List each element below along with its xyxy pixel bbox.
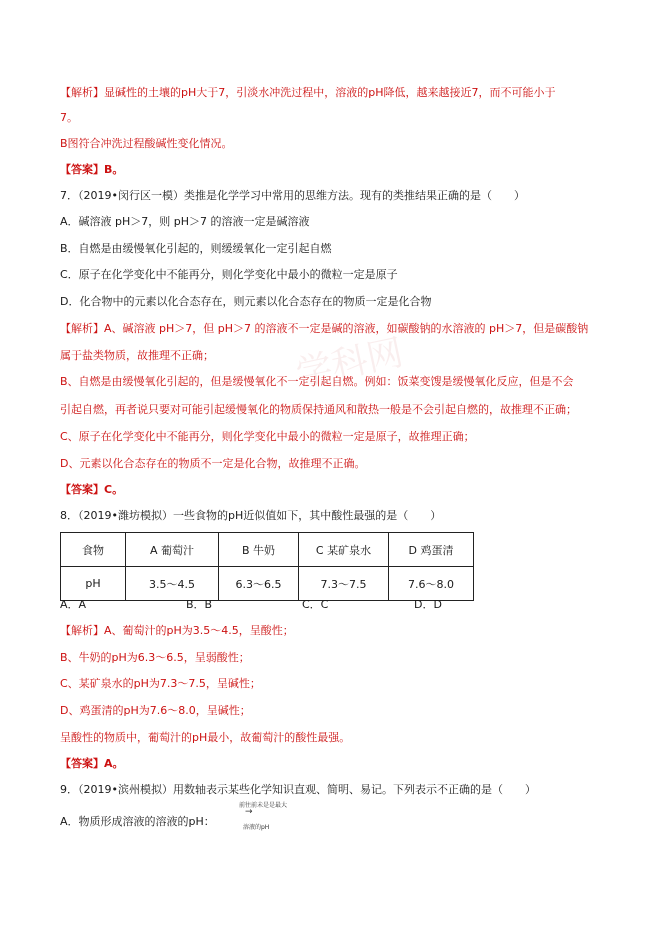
table-cell: 3.5～4.5: [126, 567, 219, 601]
table-cell: D 鸡蛋清: [389, 533, 474, 567]
analysis-line: 7。: [60, 111, 78, 124]
table-cell: 7.6～8.0: [389, 567, 474, 601]
table-cell: B 牛奶: [219, 533, 299, 567]
analysis-line: 呈酸性的物质中，葡萄汁的pH最小，故葡萄汁的酸性最强。: [60, 731, 351, 744]
analysis-line: C、某矿泉水的pH为7.3～7.5，呈碱性；: [60, 677, 261, 690]
table-cell: A 葡萄汁: [126, 533, 219, 567]
question-9-option-a: A．物质形成溶液的溶液的pH：: [60, 815, 215, 828]
analysis-line: 引起自燃，再者说只要对可能引起缓慢氧化的物质保持通风和散热一般是不会引起自燃的，故推理不正确；: [60, 403, 577, 416]
figure-bottom-label: 溶液的pH: [243, 824, 270, 831]
question-7-option-d: D．化合物中的元素以化合态存在，则元素以化合态存在的物质一定是化合物: [60, 295, 432, 308]
question-8-stem: 8．（2019•潍坊模拟）一些食物的pH近似值如下，其中酸性最强的是（ ）: [60, 509, 442, 522]
figure-top-label: 前往前未是是最大: [239, 802, 288, 809]
question-7-stem: 7．（2019•闵行区一模）类推是化学学习中常用的思维方法。现有的类推结果正确的是（ ）: [60, 189, 525, 202]
analysis-line: 【解析】A、碱溶液 pH＞7，但 pH＞7 的溶液不一定是碱的溶液，如碳酸钠的水溶液的 pH＞7，但是碳酸钠: [60, 322, 589, 335]
table-row: [61, 567, 474, 601]
arrow-icon: →: [245, 807, 253, 817]
question-8-option-c: C．C: [302, 598, 329, 611]
watermark-text: 学科网: [292, 332, 407, 395]
analysis-line: D、鸡蛋清的pH为7.6～8.0，呈碱性；: [60, 704, 251, 717]
table-cell: 7.3～7.5: [299, 567, 389, 601]
analysis-line: B、自燃是由缓慢氧化引起的，但是缓慢氧化不一定引起自燃。例如：饭菜变馊是缓慢氧化反应，但是不会: [60, 375, 574, 388]
question-8-option-b: B．B: [186, 598, 213, 611]
ph-table: [60, 532, 474, 601]
analysis-line: C、原子在化学变化中不能再分，则化学变化中最小的微粒一定是原子，故推理正确；: [60, 430, 475, 443]
table-cell: 食物: [61, 533, 126, 567]
table-row: [61, 533, 474, 567]
question-7-option-c: C．原子在化学变化中不能再分，则化学变化中最小的微粒一定是原子: [60, 268, 398, 281]
analysis-line: 【解析】显碱性的土壤的pH大于7，引淡水冲洗过程中，溶液的pH降低，越来越接近7，而不可能小于: [60, 86, 556, 99]
question-8-option-a: A．A: [60, 598, 87, 611]
watermark-logo: [200, 325, 500, 405]
answer-line: 【答案】C。: [60, 483, 124, 496]
table-cell: pH: [61, 567, 126, 601]
question-8-option-d: D．D: [414, 598, 442, 611]
answer-line: 【答案】B。: [60, 163, 124, 176]
analysis-line: 属于盐类物质，故推理不正确；: [60, 349, 214, 362]
analysis-line: D、元素以化合态存在的物质不一定是化合物，故推理不正确。: [60, 457, 366, 470]
analysis-line: B图符合冲洗过程酸碱性变化情况。: [60, 137, 233, 150]
question-7-option-a: A．碱溶液 pH＞7，则 pH＞7 的溶液一定是碱溶液: [60, 215, 310, 228]
table-cell: C 某矿泉水: [299, 533, 389, 567]
answer-line: 【答案】A。: [60, 757, 124, 770]
analysis-line: 【解析】A、葡萄汁的pH为3.5～4.5，呈酸性；: [60, 624, 294, 637]
question-9-stem: 9．（2019•滨州模拟）用数轴表示某些化学知识直观、简明、易记。下列表示不正确的是（ ）: [60, 783, 536, 796]
analysis-line: B、牛奶的pH为6.3～6.5，呈弱酸性；: [60, 651, 250, 664]
question-7-option-b: B．自燃是由缓慢氧化引起的，则缓缓氧化一定引起自燃: [60, 242, 332, 255]
table-cell: 6.3～6.5: [219, 567, 299, 601]
ph-number-line-figure: [215, 800, 305, 836]
